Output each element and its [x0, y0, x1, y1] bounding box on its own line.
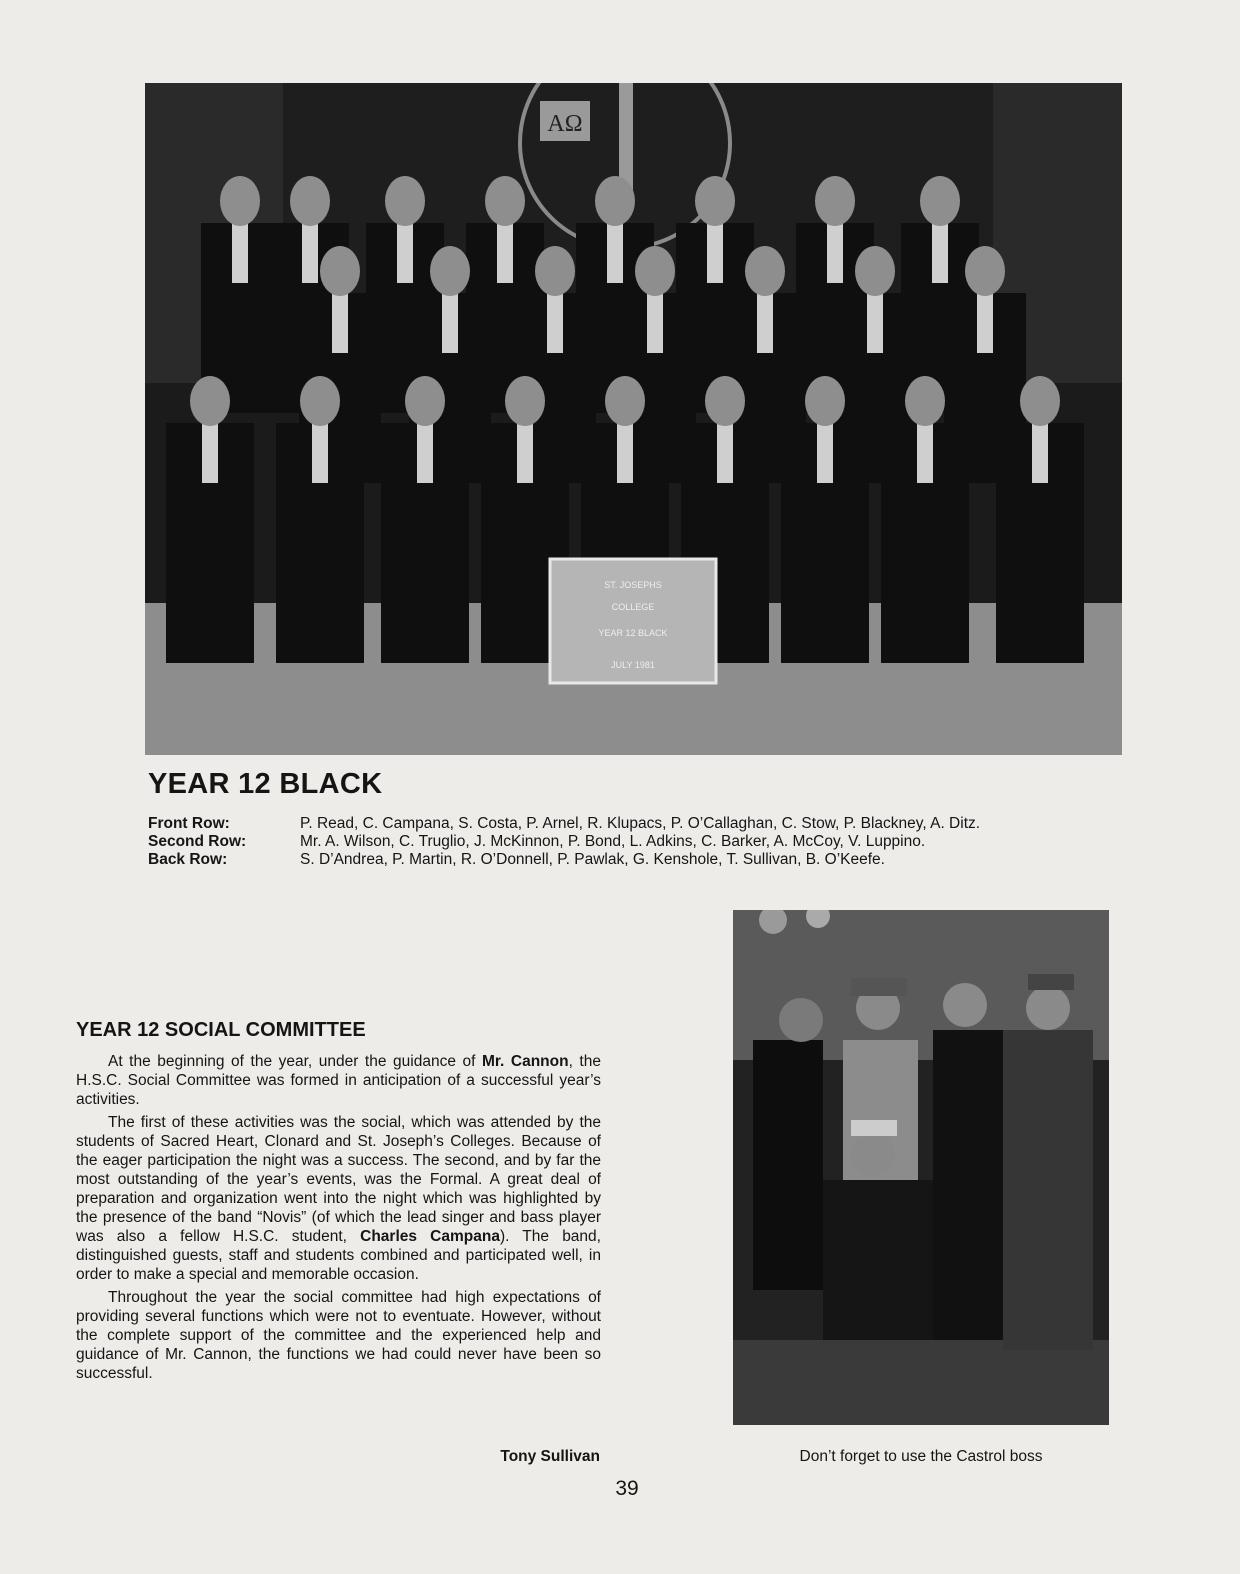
shirt [827, 223, 843, 283]
person-head [320, 246, 360, 296]
person-head [855, 246, 895, 296]
person-head [705, 376, 745, 426]
shirt [312, 423, 328, 483]
sign-line: JULY 1981 [611, 660, 655, 670]
shirt [232, 223, 248, 283]
photo-caption: Don’t forget to use the Castrol boss [799, 1448, 1043, 1465]
shirt [977, 293, 993, 353]
party-photo [733, 910, 1109, 1425]
shirt [1032, 423, 1048, 483]
person-head [805, 376, 845, 426]
row-names: S. D’Andrea, P. Martin, R. O’Donnell, P. Pawlak, G. Kenshole, T. Sullivan, B. O’Keefe. [300, 851, 885, 868]
person [933, 983, 1003, 1340]
person-head [815, 176, 855, 226]
person-head [635, 246, 675, 296]
shirt [202, 423, 218, 483]
person-head [920, 176, 960, 226]
shirt [517, 423, 533, 483]
person [753, 998, 823, 1290]
sign-line: COLLEGE [611, 602, 655, 612]
person-head [965, 246, 1005, 296]
person-head [605, 376, 645, 426]
shirt [932, 223, 948, 283]
bold-name: Mr. Cannon [481, 1053, 569, 1070]
person-head [300, 376, 340, 426]
article-body [76, 1052, 601, 1387]
person-head [905, 376, 945, 426]
person-head [190, 376, 230, 426]
shirt [817, 423, 833, 483]
shirt [547, 293, 563, 353]
person-head [595, 176, 635, 226]
shirt [332, 293, 348, 353]
row-label: Back Row: [148, 851, 228, 868]
page-number: 39 [615, 1477, 639, 1500]
person-head [695, 176, 735, 226]
shirt [647, 293, 663, 353]
photo-sign [550, 559, 716, 683]
person-head [535, 246, 575, 296]
shirt [707, 223, 723, 283]
crest-text: AΩ [547, 111, 583, 137]
sign-line: YEAR 12 BLACK [598, 628, 668, 638]
paragraph: The first of these activities was the social, which was attended by the students of Sacred Heart, Clonard and St. Joseph’s Colleges. Because of the eager participation the night was a success. The second, and by far the most outstanding of the year’s events, was the Formal. A great deal of preparation and organization went into the night which was highlighted by the presence of the band “Novis” (of which the lead singer and bass player was also a fellow H.S.C. student, Charles Campana). The band, distinguished guests, staff and students combined and participated well, in order to make a special and memorable occasion. [76, 1114, 601, 1283]
person-head [220, 176, 260, 226]
person-head [430, 246, 470, 296]
floor [733, 1340, 1109, 1425]
row-label: Second Row: [148, 833, 247, 850]
shirt [302, 223, 318, 283]
paragraph: At the beginning of the year, under the guidance of Mr. Cannon, the H.S.C. Social Committee was formed in anticipation of a successful year’s activities. [76, 1053, 601, 1108]
paragraph: Throughout the year the social committee had high expectations of providing several functions which were not to eventuate. However, without the complete support of the committee and the experienced help and guidance of Mr. Cannon, the functions we had could never have been so successful. [76, 1289, 601, 1382]
row-names: Mr. A. Wilson, C. Truglio, J. McKinnon, P. Bond, L. Adkins, C. Barker, A. McCoy, V. Luppino. [300, 833, 926, 850]
shirt [757, 293, 773, 353]
person-head [385, 176, 425, 226]
person-head [1020, 376, 1060, 426]
shirt [397, 223, 413, 283]
shirt [867, 293, 883, 353]
row-label: Front Row: [148, 815, 230, 832]
bold-name: Charles Campana [360, 1228, 500, 1245]
person-head [405, 376, 445, 426]
shirt [497, 223, 513, 283]
shirt [607, 223, 623, 283]
article-title: YEAR 12 SOCIAL COMMITTEE [76, 1019, 366, 1041]
person [1003, 974, 1093, 1350]
row-names: P. Read, C. Campana, S. Costa, P. Arnel, R. Klupacs, P. O’Callaghan, C. Stow, P. Blackney, A. Ditz. [300, 815, 981, 832]
sign-line: ST. JOSEPHS [604, 580, 662, 590]
group-photo [145, 83, 1122, 755]
section-title: YEAR 12 BLACK [148, 768, 383, 800]
shirt [917, 423, 933, 483]
shirt [442, 293, 458, 353]
author-name: Tony Sullivan [500, 1448, 600, 1465]
shirt [717, 423, 733, 483]
person-head [290, 176, 330, 226]
person-head [485, 176, 525, 226]
person-head [505, 376, 545, 426]
person-head [745, 246, 785, 296]
shirt [417, 423, 433, 483]
shirt [617, 423, 633, 483]
